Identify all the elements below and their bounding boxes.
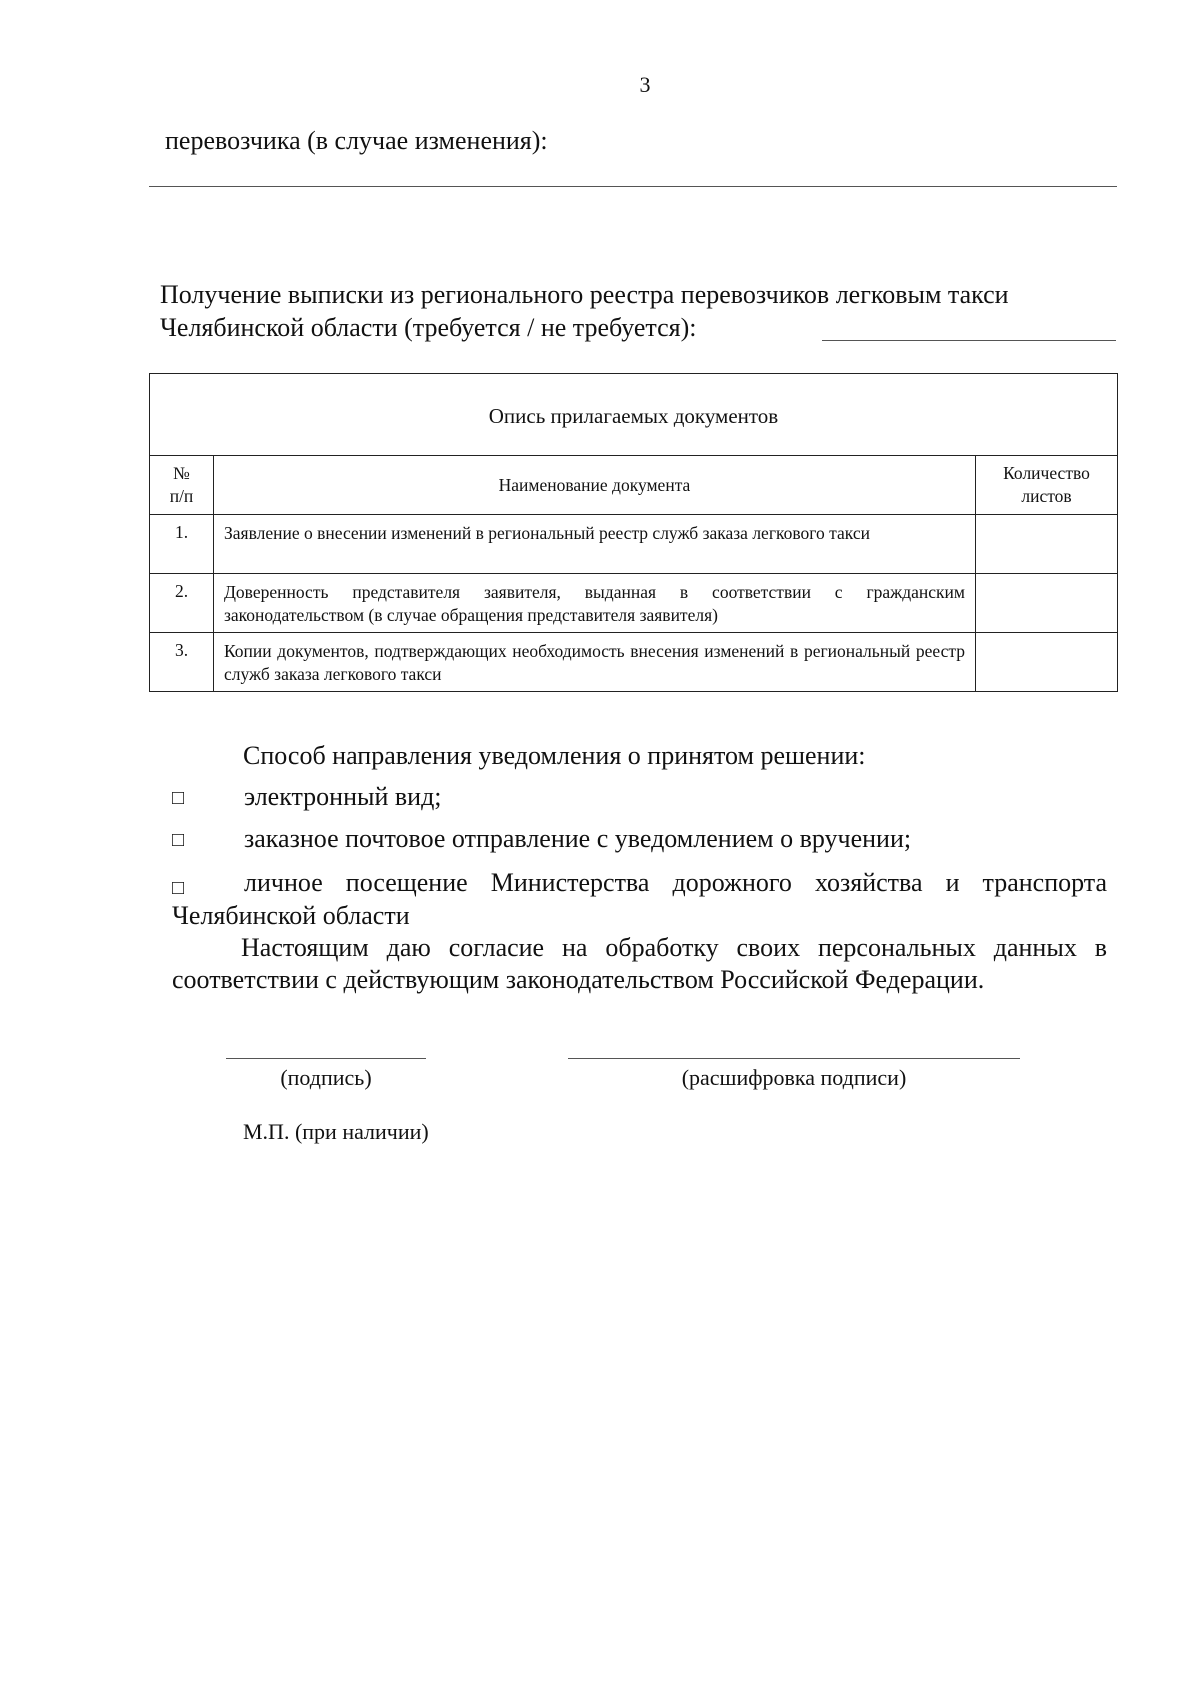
checkbox-icon[interactable]: □ [172, 786, 185, 809]
carrier-fill-line [149, 186, 1117, 187]
header-document-name: Наименование документа [214, 456, 976, 515]
registry-extract-line-1: Получение выписки из регионального реестра перевозчиков легковым такси [160, 280, 1009, 309]
option-registered-mail [172, 824, 1107, 854]
row-page-count[interactable] [976, 633, 1118, 692]
signature-label: (подпись) [280, 1065, 372, 1090]
row-document-name: Копии документов, подтверждающих необходимость внесения изменений в региональный реестр служб заказа легкового такси [214, 633, 976, 692]
page-number: 3 [639, 72, 651, 97]
registry-extract-line-2: Челябинской области (требуется / не требуется): [160, 313, 697, 342]
stamp-note: М.П. (при наличии) [243, 1119, 429, 1144]
option-registered-mail-label: заказное почтовое отправление с уведомлением о вручении; [244, 824, 912, 853]
header-number-abbr: п/п [169, 486, 194, 506]
consent-line-2: соответствии с действующим законодательством Российской Федерации. [172, 965, 985, 994]
table-row [150, 515, 1118, 574]
inventory-header-row [150, 456, 1118, 515]
row-document-name: Доверенность представителя заявителя, выданная в соответствии с гражданским законодательством (в случае обращения представителя заявителя) [214, 574, 976, 633]
option-electronic [172, 782, 1107, 812]
registry-extract-question [160, 278, 1120, 344]
row-number: 3. [150, 633, 214, 692]
carrier-change-label: перевозчика (в случае изменения): [165, 126, 548, 155]
table-row [150, 633, 1118, 692]
table-row [150, 574, 1118, 633]
row-document-name: Заявление о внесении изменений в региональный реестр служб заказа легкового такси [214, 515, 976, 574]
row-page-count[interactable] [976, 515, 1118, 574]
checkbox-icon[interactable]: □ [172, 877, 185, 899]
checkbox-icon[interactable]: □ [172, 828, 185, 851]
signature-decode-label: (расшифровка подписи) [681, 1065, 907, 1090]
row-page-count[interactable] [976, 574, 1118, 633]
option-personal-visit-label: личное посещение Министерства дорожного хозяйства и транспорта [244, 868, 1107, 897]
consent-line-1: Настоящим даю согласие на обработку своих персональных данных в [241, 933, 1107, 962]
signature-decode-line [568, 1058, 1020, 1059]
header-count-line-2: листов [1021, 486, 1072, 506]
option-electronic-label: электронный вид; [244, 782, 442, 811]
documents-inventory-table [149, 373, 1118, 692]
row-number: 2. [150, 574, 214, 633]
header-number [150, 456, 214, 515]
personal-data-consent [172, 932, 1107, 996]
notification-method-title: Способ направления уведомления о принятом решении: [243, 741, 866, 770]
header-number-sign: № [173, 463, 190, 483]
signature-line [226, 1058, 426, 1059]
header-page-count [976, 456, 1118, 515]
registry-extract-fill-line [822, 340, 1116, 341]
option-personal-visit-continuation: Челябинской области [172, 901, 410, 930]
header-count-line-1: Количество [1003, 463, 1090, 483]
inventory-caption: Опись прилагаемых документов [150, 374, 1118, 456]
row-number: 1. [150, 515, 214, 574]
option-personal-visit [172, 866, 1107, 932]
